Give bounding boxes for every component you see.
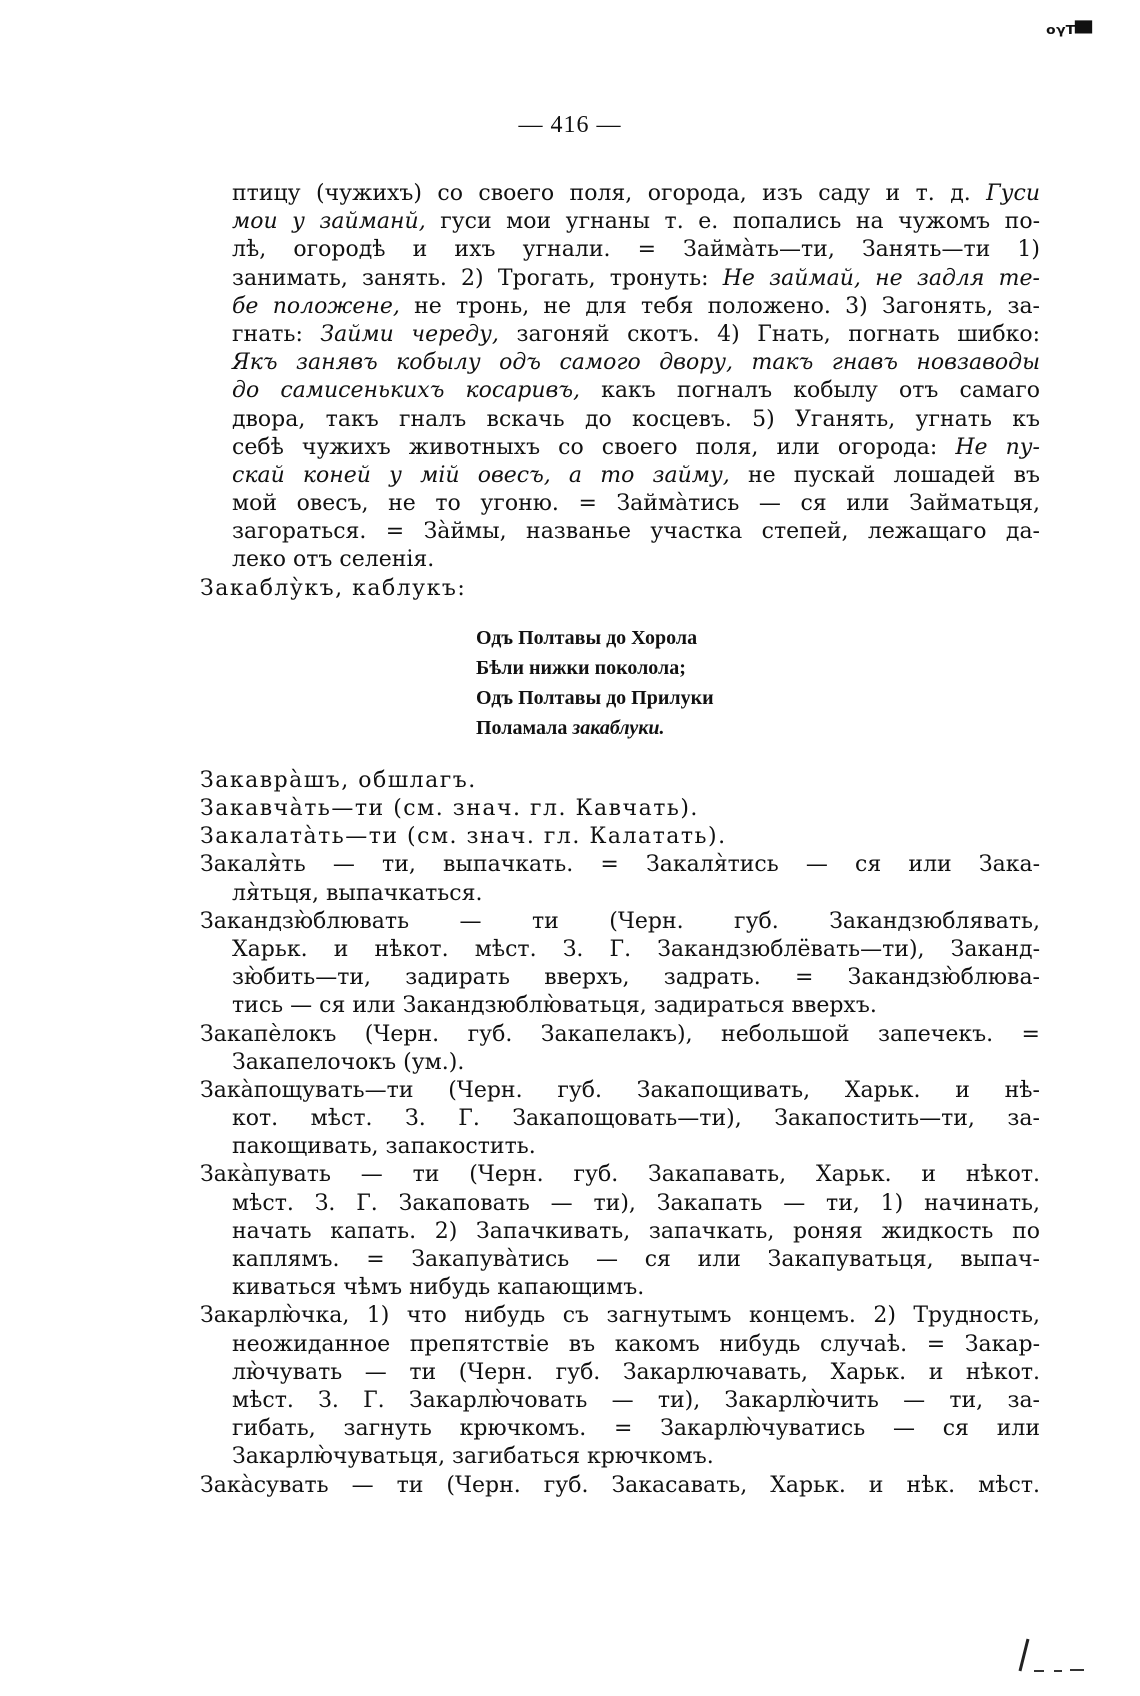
text-line bbox=[200, 377, 1040, 405]
italic-span: бе положене, bbox=[232, 293, 400, 319]
text-span: птицу (чужихъ) со своего поля, огорода, изъ саду и т. д. bbox=[232, 181, 987, 206]
entry-line: пакощивать, запакостить. bbox=[232, 1134, 536, 1160]
entry-line: Закавра̀шъ, обшлагъ. bbox=[200, 767, 477, 793]
entry-line: Закандзю̀блювать — ти (Черн. губ. Закандзюблявать, bbox=[200, 908, 1040, 934]
page-body bbox=[200, 180, 1040, 1500]
entry-line: Закарлю̀чка, 1) что нибудь съ загнутымъ концемъ. 2) Трудность, bbox=[200, 1303, 1040, 1329]
text-line bbox=[200, 265, 1040, 293]
entry-line: киваться чѣмъ нибудь капающимъ. bbox=[232, 1275, 645, 1301]
entry-line: Зака̀пувать — ти (Черн. губ. Закапавать, Харьк. и нѣкот. bbox=[200, 1162, 1040, 1188]
text-line bbox=[200, 180, 1040, 208]
italic-span: скай коней у мій овесъ, а то займу, bbox=[232, 462, 730, 488]
text-span: себѣ чужихъ животныхъ со своего поля, или огорода: bbox=[232, 434, 956, 460]
entry-headword-line: Закаблу̀къ, каблукъ: bbox=[200, 575, 467, 601]
text-line: загораться. = За̀ймы, названье участка степей, лежащаго да- bbox=[232, 519, 1040, 545]
entry-line: начать капать. 2) Запачкивать, запачкать, роняя жидкость по bbox=[232, 1218, 1040, 1244]
entry-line: гибать, загнуть крючкомъ. = Закарлю̀чуватись — ся или bbox=[232, 1416, 1040, 1442]
italic-span: Гуси bbox=[986, 181, 1040, 206]
page-number: — 416 — bbox=[518, 112, 622, 138]
text-span: загоняй скотъ. 4) Гнать, погнать шибко: bbox=[498, 321, 1040, 347]
entry-line: Закарлю̀чуватьця, загибаться крючкомъ. bbox=[232, 1444, 714, 1470]
poem-line: Одъ Полтавы до Хорола bbox=[476, 626, 698, 649]
entry-line: тись — ся или Закандзюблю̀ватьця, задираться вверхъ. bbox=[232, 993, 877, 1019]
entry-line: зю̀бить—ти, задирать вверхъ, задрать. = Закандзю̀блюва- bbox=[232, 965, 1040, 991]
entry-line: лю̀чувать — ти (Черн. губ. Закарлючавать, Харьк. и нѣкот. bbox=[232, 1359, 1040, 1385]
entry-line: Закалата̀ть—ти (см. знач. гл. Калатать). bbox=[200, 824, 727, 850]
italic-span: до самисенькихъ косаривъ, bbox=[232, 378, 581, 404]
entry-line: ля̀тьця, выпачкаться. bbox=[232, 880, 483, 906]
text-line: лѣ, огородѣ и ихъ угнали. = Займа̀ть—ти, Занять—ти 1) bbox=[232, 237, 1040, 263]
text-line: леко отъ селенія. bbox=[232, 547, 435, 573]
text-span: гнать: bbox=[232, 321, 321, 347]
entry-line: Закавча̀ть—ти (см. знач. гл. Кавчать). bbox=[200, 796, 699, 821]
corner-mark: ᵒᵞᵀ▀ bbox=[1045, 22, 1092, 47]
text-line bbox=[200, 321, 1040, 349]
italic-span: Не пу- bbox=[955, 434, 1040, 460]
text-span: Поламала bbox=[476, 716, 573, 739]
entry-line: Закаля̀ть — ти, выпачкать. = Закаля̀тись — ся или Зака- bbox=[200, 852, 1040, 878]
entry-line: каплямъ. = Закапува̀тись — ся или Закапуватьця, выпач- bbox=[232, 1247, 1040, 1272]
text-line bbox=[200, 462, 1040, 490]
handwritten-mark bbox=[1010, 1635, 1090, 1675]
poem-quote bbox=[476, 623, 1040, 743]
text-line bbox=[200, 208, 1040, 236]
text-line bbox=[200, 293, 1040, 321]
entry-line: Зака̀пощувать—ти (Черн. губ. Закапощивать, Харьк. и нѣ- bbox=[200, 1077, 1040, 1103]
poem-line: Бѣли нижки поколола; bbox=[476, 656, 686, 679]
text-span: гуси мои угнаны т. е. попались на чужомъ по- bbox=[425, 209, 1041, 235]
text-span: занимать, занять. 2) Трогать, тронуть: bbox=[232, 265, 723, 291]
entry-line: Закапѐлокъ (Черн. губ. Закапелакъ), небольшой запечекъ. = bbox=[200, 1021, 1040, 1047]
text-line: мой овесъ, не то угоню. = Займа̀тись — ся или Займатьця, bbox=[232, 491, 1040, 517]
italic-span: закаблуки. bbox=[572, 716, 665, 739]
text-span: какъ погналъ кобылу отъ самаго bbox=[580, 378, 1040, 404]
poem-line bbox=[476, 713, 1040, 743]
entry-line: мѣст. З. Г. Закаповать — ти), Закапать — ти, 1) начинать, bbox=[232, 1190, 1040, 1216]
italic-span: Займи череду, bbox=[320, 321, 499, 347]
poem-line: Одъ Полтавы до Прилуки bbox=[476, 686, 714, 709]
text-line: Якъ занявъ кобылу одъ самого двору, такъ гнавъ новзаводы bbox=[232, 350, 1040, 376]
italic-span: Не займай, не задля те- bbox=[722, 265, 1040, 291]
text-line bbox=[200, 434, 1040, 462]
entry-line: Закапелочокъ (ум.). bbox=[232, 1049, 465, 1075]
entry-line: Зака̀сувать — ти (Черн. губ. Закасавать, Харьк. и нѣк. мѣст. bbox=[200, 1472, 1040, 1498]
entry-line: Харьк. и нѣкот. мѣст. З. Г. Закандзюблёвать—ти), Заканд- bbox=[232, 936, 1040, 962]
entry-line: кот. мѣст. З. Г. Закапощовать—ти), Закапостить—ти, за- bbox=[232, 1106, 1040, 1132]
text-span: не тронь, не для тебя положено. 3) Загонять, за- bbox=[399, 293, 1040, 319]
italic-span: мои у займанй, bbox=[232, 209, 426, 235]
entry-line: неожиданное препятствіе въ какомъ нибудь случаѣ. = Закар- bbox=[232, 1331, 1040, 1357]
text-line: двора, такъ гналъ вскачь до косцевъ. 5) Уганять, угнать къ bbox=[232, 406, 1040, 432]
text-span: не пускай лошадей въ bbox=[729, 462, 1041, 488]
entry-line: мѣст. З. Г. Закарлю̀човать — ти), Закарлю̀чить — ти, за- bbox=[232, 1387, 1040, 1413]
